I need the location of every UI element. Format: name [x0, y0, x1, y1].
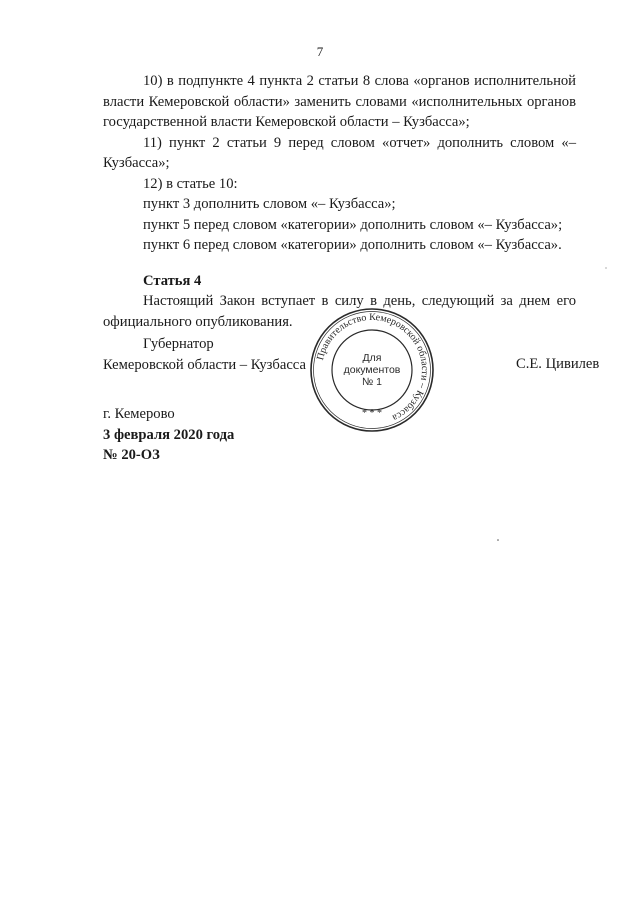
seal-center-line3: № 1	[361, 376, 383, 388]
document-body	[103, 71, 576, 332]
article-4-heading: Статья 4	[143, 272, 202, 289]
seal-stars: * * *	[362, 408, 382, 419]
date-line: 3 февраля 2020 года	[103, 426, 235, 443]
law-number-line: № 20-ОЗ	[103, 447, 160, 463]
page-number: 7	[316, 44, 324, 59]
paragraph-12: 12) в статье 10:	[143, 175, 238, 192]
scan-speck	[497, 539, 499, 541]
document-footer	[103, 404, 234, 466]
signer-title-line1: Губернатор	[143, 336, 214, 352]
paragraph-12-item-b: пункт 5 перед словом «категории» дополнить словом «– Кузбасса»;	[143, 216, 563, 233]
scan-speck	[605, 267, 606, 268]
signer-name: С.Е. Цивилев	[516, 356, 600, 372]
signer-title-line2: Кемеровской области – Кузбасса	[103, 356, 306, 373]
paragraph-12-item-c: пункт 6 перед словом «категории» дополнить словом «– Кузбасса».	[143, 237, 562, 253]
article-4-text: Настоящий Закон вступает в силу в день, следующий за днем его официального опубликования.	[103, 293, 576, 330]
seal-center-line2: документов	[343, 364, 401, 376]
seal-center-line1: Для	[362, 352, 382, 364]
seal-ring-text: Правительство Кемеровской области – Кузбасса	[315, 311, 431, 424]
city-line: г. Кемерово	[103, 406, 175, 422]
paragraph-12-item-a: пункт 3 дополнить словом «– Кузбасса»;	[143, 196, 396, 212]
paragraph-10: 10) в подпункте 4 пункта 2 статьи 8 слова «органов исполнительной власти Кемеровской области» заменить словами «исполнительных органов государственной власти Кемеровской области – Кузбасса»;	[103, 73, 576, 130]
official-seal	[308, 306, 436, 434]
paragraph-11: 11) пункт 2 статьи 9 перед словом «отчет» дополнить словом «– Кузбасса»;	[103, 134, 576, 171]
